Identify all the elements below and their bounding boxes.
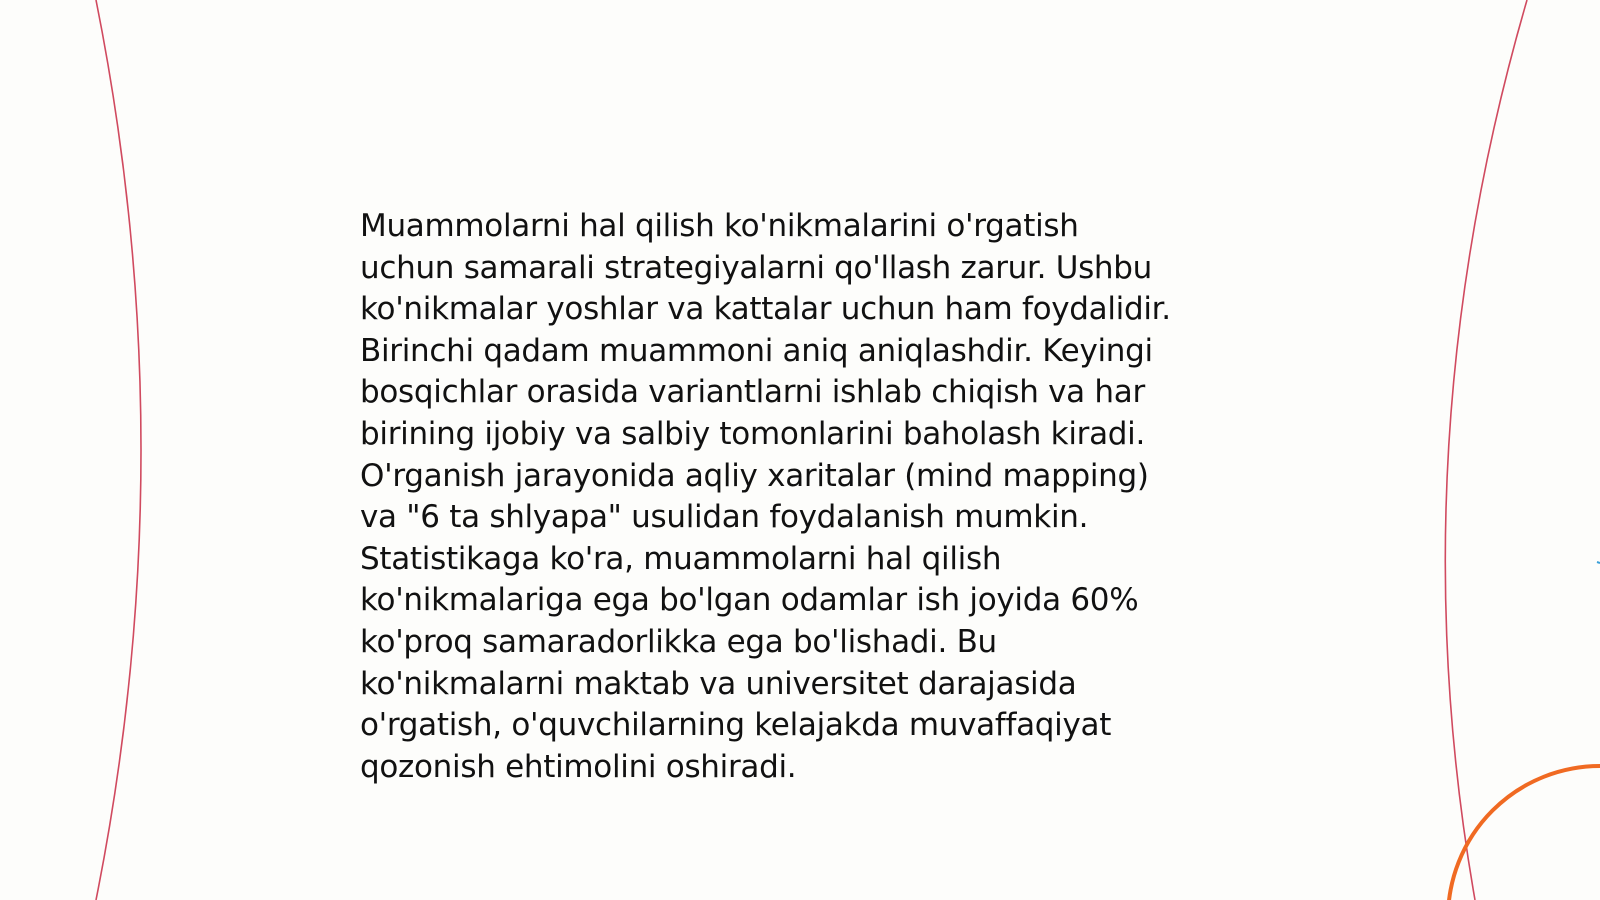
body-line-1: Muammolarni hal qilish ko'nikmalarini o'rgatish	[360, 208, 1079, 244]
body-line-6: birining ijobiy va salbiy tomonlarini baholash kiradi.	[360, 415, 1146, 452]
left-red-curve	[96, 0, 141, 900]
body-line-12: ko'nikmalarni maktab va universitet darajasida	[360, 665, 1077, 702]
body-line-4: Birinchi qadam muammoni aniq aniqlashdir. Keyingi	[360, 332, 1153, 369]
body-line-13: o'rgatish, o'quvchilarning kelajakda muvaffaqiyat	[360, 707, 1112, 744]
body-line-10: ko'nikmalariga ega bo'lgan odamlar ish joyida 60%	[360, 582, 1139, 619]
body-line-9: Statistikaga ko'ra, muammolarni hal qilish	[360, 540, 1002, 577]
body-line-8: va "6 ta shlyapa" usulidan foydalanish mumkin.	[360, 499, 1089, 536]
body-line-5: bosqichlar orasida variantlarni ishlab chiqish va har	[360, 374, 1145, 411]
body-paragraph	[360, 206, 1240, 788]
body-line-14: qozonish ehtimolini oshiradi.	[360, 748, 797, 785]
body-line-7: O'rganish jarayonida aqliy xaritalar (mind mapping)	[360, 457, 1149, 494]
right-red-curve	[1445, 0, 1527, 900]
body-line-2: uchun samarali strategiyalarni qo'llash zarur. Ushbu	[360, 249, 1153, 286]
body-line-11: ko'proq samaradorlikka ega bo'lishadi. Bu	[360, 623, 997, 660]
body-line-3: ko'nikmalar yoshlar va kattalar uchun ham foydalidir.	[360, 291, 1171, 328]
